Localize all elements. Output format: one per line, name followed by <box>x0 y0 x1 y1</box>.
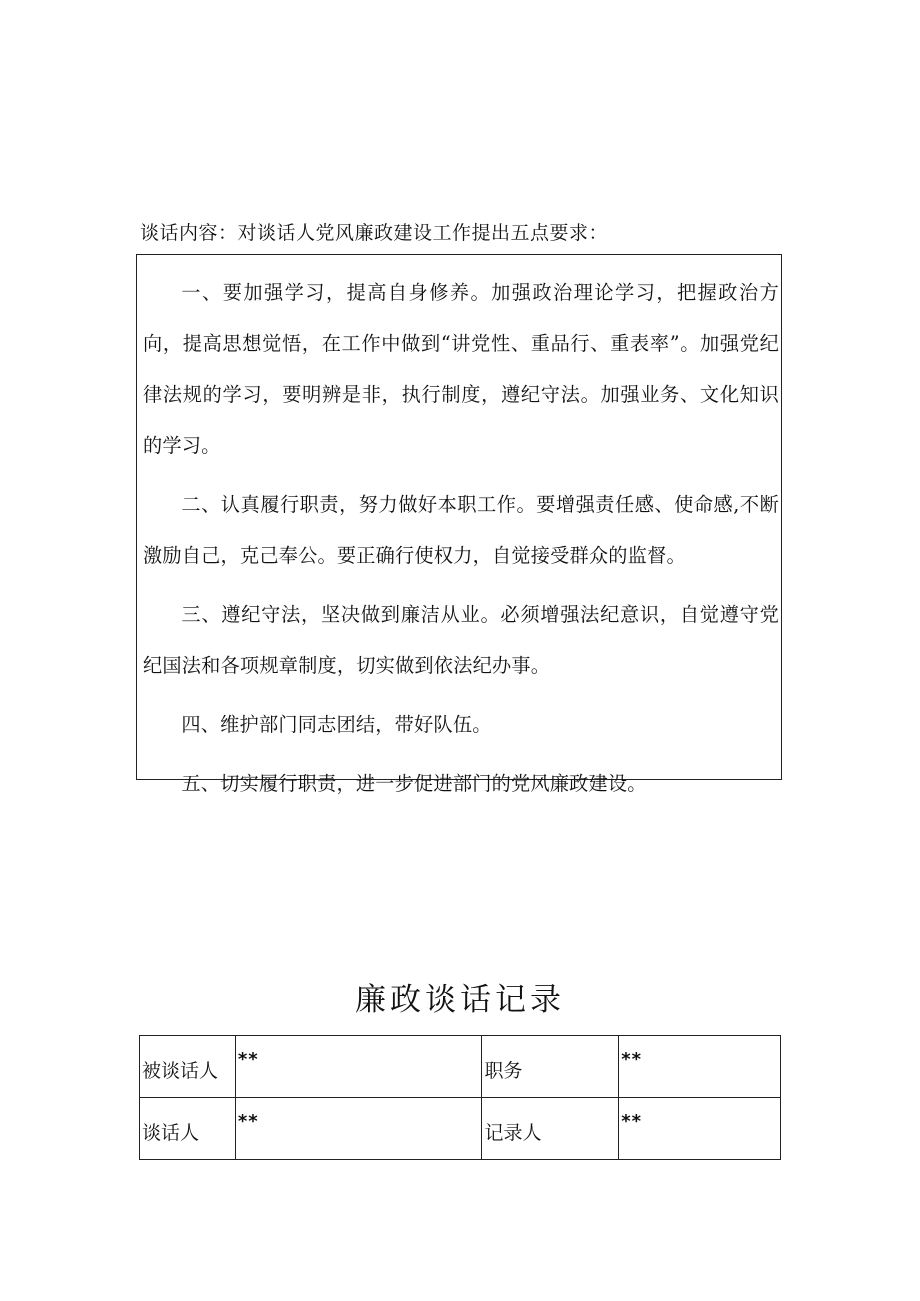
recorder-label: 记录人 <box>484 1122 542 1144</box>
interviewer-value: ** <box>237 1111 259 1132</box>
interviewer-label-cell <box>140 1098 236 1160</box>
table-row <box>140 1098 781 1160</box>
requirement-item-3: 三、遵纪守法，坚决做到廉洁从业。必须增强法纪意识，自觉遵守党纪国法和各项规章制度，切实做到依法纪办事。 <box>143 603 779 677</box>
requirement-item-4: 四、维护部门同志团结，带好队伍。 <box>181 713 492 736</box>
requirement-item-2: 二、认真履行职责，努力做好本职工作。要增强责任感、使命感,不断激励自己，克己奉公。要正确行使权力，自觉接受群众的监督。 <box>143 493 779 567</box>
interviewee-value: ** <box>237 1049 259 1070</box>
record-table <box>139 1035 781 1160</box>
record-title: 廉政谈话记录 <box>355 982 565 1018</box>
requirement-item-5: 五、切实履行职责，进一步促进部门的党风廉政建设。 <box>181 772 647 795</box>
position-value-cell <box>619 1036 781 1098</box>
interviewer-label: 谈话人 <box>142 1122 200 1144</box>
requirement-item-1: 一、要加强学习，提高自身修养。加强政治理论学习，把握政治方向，提高思想觉悟，在工作中做到“讲党性、重品行、重表率”。加强党纪律法规的学习，要明辨是非，执行制度，遵纪守法。加强业务、文化知识的学习。 <box>143 281 779 457</box>
table-row <box>140 1036 781 1098</box>
talk-content-intro: 谈话内容：对谈话人党风廉政建设工作提出五点要求： <box>140 222 609 244</box>
position-value: ** <box>621 1049 643 1070</box>
requirements-box <box>136 254 782 795</box>
recorder-value: ** <box>621 1111 643 1132</box>
position-label: 职务 <box>484 1060 523 1082</box>
interviewee-label: 被谈话人 <box>142 1060 219 1082</box>
recorder-label-cell <box>482 1098 619 1160</box>
position-label-cell <box>482 1036 619 1098</box>
recorder-value-cell <box>619 1098 781 1160</box>
interviewee-value-cell <box>235 1036 482 1098</box>
interviewee-label-cell <box>140 1036 236 1098</box>
interviewer-value-cell <box>235 1098 482 1160</box>
